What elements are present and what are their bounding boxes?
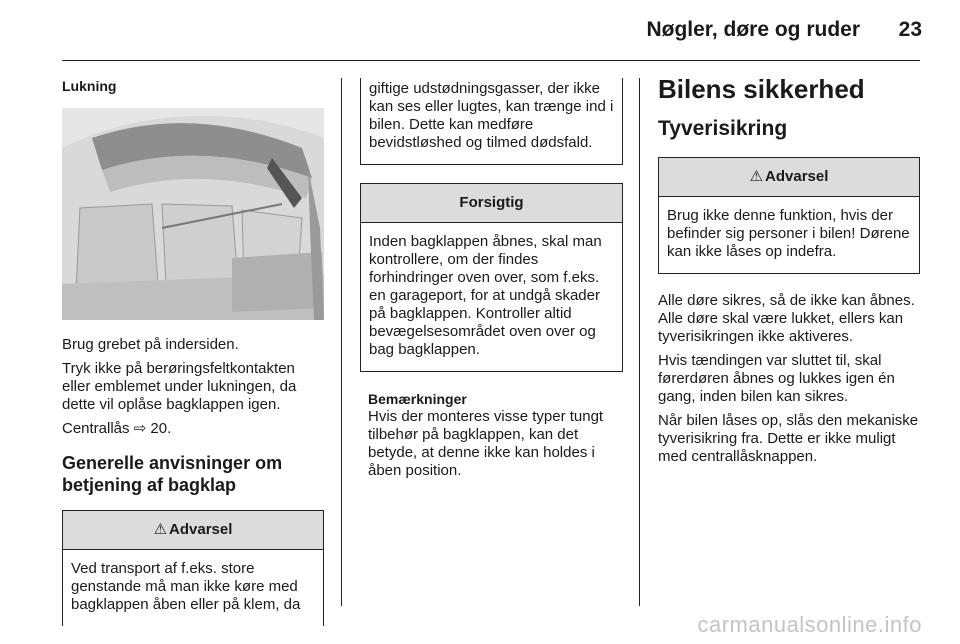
paragraph-touchpad-warning: Tryk ikke på berøringsfeltkontakten eller emblemet under lukningen, da dette vil oplåse bagklappen igen. — [62, 360, 297, 413]
column-3 — [658, 70, 920, 472]
warning-title: Advarsel — [169, 521, 233, 538]
column-divider-1 — [341, 78, 342, 606]
warning-header — [659, 158, 919, 197]
warning-triangle-icon: ⚠ — [153, 521, 168, 538]
paragraph-use-handle: Brug grebet på indersiden. — [62, 336, 239, 353]
tailgate-illustration — [62, 108, 324, 320]
caution-header: Forsigtig — [361, 184, 622, 223]
paragraph-doors-secured: Alle døre sikres, så de ikke kan åbnes. Alle døre skal være lukket, ellers kan tyverisikringen ikke aktiveres. — [658, 292, 915, 345]
warning-text: Ved transport af f.eks. store genstande må man ikke køre med bagklappen åben eller på klem, da — [71, 560, 301, 613]
warning-continued-text: giftige udstødningsgasser, der ikke kan ses eller lugtes, kan trænge ind i bilen. Dette kan medføre bevidstløshed og tilmed dødsfald. — [369, 80, 614, 151]
warning-triangle-icon: ⚠ — [749, 168, 764, 185]
warning-body — [63, 550, 323, 626]
warning-box-transport — [62, 510, 324, 626]
notes-section — [360, 390, 623, 480]
notes-title: Bemærkninger — [368, 391, 467, 407]
warning-text: Brug ikke denne funktion, hvis der befinder sig personer i bilen! Dørene kan ikke låses op indefra. — [667, 207, 910, 260]
tailgate-photo — [62, 108, 324, 320]
paragraph-ignition: Hvis tændingen var sluttet til, skal førerdøren åbnes og lukkes igen én gang, inden bilen kan sikres. — [658, 352, 895, 405]
warning-continued-body — [361, 78, 622, 164]
warning-header — [63, 511, 323, 550]
warning-box-continued — [360, 78, 623, 165]
heading-anti-theft: Tyverisikring — [658, 117, 788, 140]
heading-vehicle-security: Bilens sikkerhed — [658, 74, 865, 104]
heading-general-instructions: Generelle anvisninger om betjening af bagklap — [62, 453, 283, 495]
watermark-logo: carmanualsonline.info — [697, 612, 922, 637]
caution-box — [360, 183, 623, 372]
subheading-closing: Lukning — [62, 78, 117, 94]
page-number: 23 — [898, 18, 922, 41]
warning-box-anti-theft — [658, 157, 920, 274]
caution-text: Inden bagklappen åbnes, skal man kontrollere, om der findes forhindringer oven over, som f.eks. en garageport, for at undgå skader på bagklappen. Kontroller altid bevægelsesområdet oven over og bag bagklappen. — [369, 233, 602, 358]
warning-body — [659, 197, 919, 273]
warning-title: Advarsel — [765, 168, 829, 185]
page-header-title: Nøgler, døre og ruder — [646, 18, 860, 41]
paragraph-central-locking-ref: Centrallås ⇨ 20. — [62, 420, 172, 437]
column-2 — [360, 78, 623, 486]
paragraph-unlock: Når bilen låses op, slås den mekaniske tyverisikring fra. Dette er ikke muligt med centrallåsknappen. — [658, 412, 919, 465]
column-1 — [62, 70, 324, 644]
notes-text: Hvis der monteres visse typer tungt tilbehør på bagklappen, kan det betyde, at denne ikke kan holdes i åben position. — [368, 408, 604, 479]
caution-body — [361, 223, 622, 371]
header-divider — [62, 60, 920, 61]
column-divider-2 — [639, 78, 640, 606]
